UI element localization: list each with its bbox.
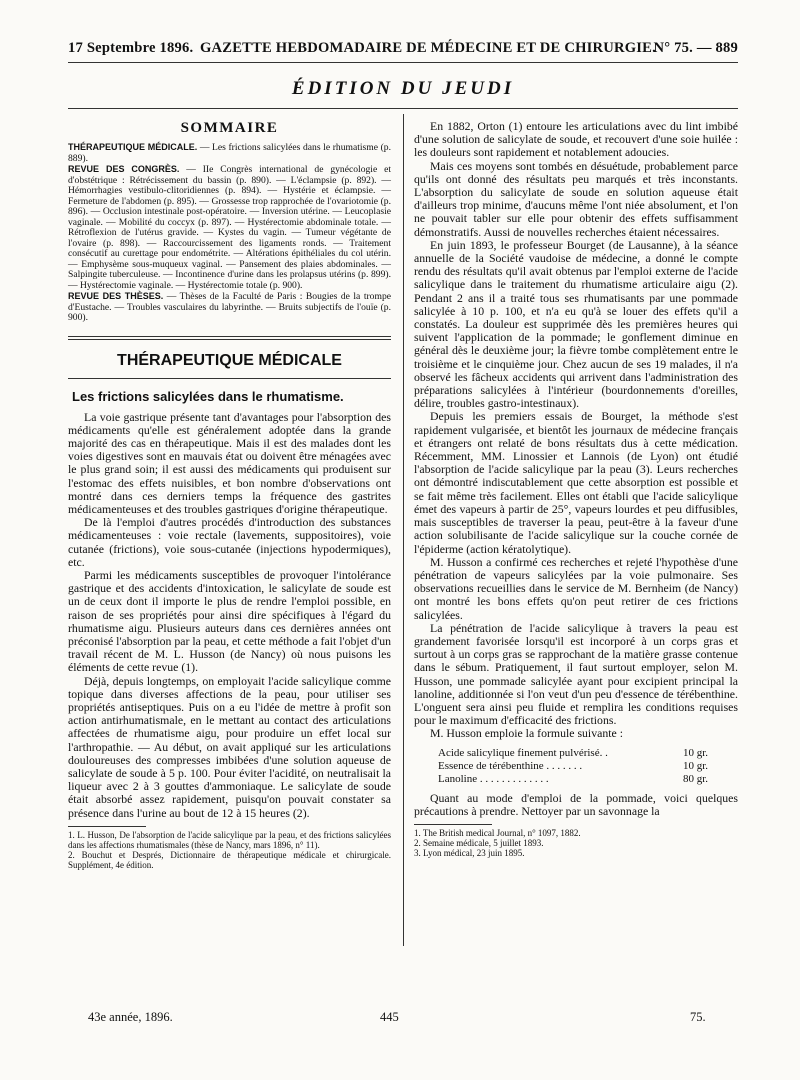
sommaire-entry: REVUE DES CONGRÈS. — IIe Congrès international de gynécologie et d'obstétrique : Rétrécissement du bassin (p. 890). — L'éclampsie (p. 892). — Hémorrhagies vestibulo-clitoridiennes (p. 894). — Hystérie et éclampsie. — Fermeture de l'abdomen (p. 895). — Grossesse trop rapprochée de l'ovariotomie (p. 896). — Occlusion intestinale post-opératoire. — Inversion utérine. — Leucoplasie vaginale. — Mobilité du coccyx (p. 897). — Hystérectomie abdominale totale. — Rétroflexion de l'utérus gravide. — Kystes du vagin. — Tumeur végétante de l'ovaire (p. 898). — Raccourcissement des ligaments ronds. — Traitement consécutif au curettage pour endométrite. — Altérations épithéliales du col utérin. — Emphysème sous-muqueux vaginal. — Pansement des plaies abdominales. — Salpingite tuberculeuse. — Incontinence d'urine dans les prolapsus utérins (p. 899). — Hystérectomie vaginale. — Hystérectomie totale (p. 900). (68, 164, 391, 291)
section-rule (68, 378, 391, 379)
footer-issue: 75. (690, 1010, 706, 1024)
sommaire-title: SOMMAIRE (180, 120, 279, 136)
body-paragraph: Mais ces moyens sont tombés en désuétude, probablement parce qu'ils ont donné des résultats peu marqués et très inconstants. L'absorption du salicylate de soude en solution aqueuse était d'ailleurs trop minime, d'aucuns même l'ont niée absolument, et l'on ne pouvait tabler sur elle pour obtenir des effets suffisamment démonstratifs. Aussi de nouvelles recherches étaient nécessaires. (414, 158, 738, 239)
body-paragraph: M. Husson emploie la formule suivante : (430, 726, 623, 741)
header-date: 17 Septembre 1896. (68, 40, 194, 56)
body-paragraph: Déjà, depuis longtemps, on employait l'acide salicylique comme topique dans diverses affections de la peau, pour utiliser ses propriétés antiseptiques. Puis on a eu l'idée de mettre à profit son action antirhumatismale, en le mettant au contact des articulations affectées de rhumatisme aigu, pour produire un effet local sur l'arthropathie. — Au début, on avait appliqué sur les articulations douloureuses des compresses imbibées d'une solution aqueuse de salicylate de soude à 5 p. 100. Pour éviter l'acidité, on neutralisait la liqueur avec 2 à 3 gouttes d'ammoniaque. Le salicylate de soude était absorbé assez rapidement, puisqu'on pouvait constater sa présence dans l'urine au bout de 12 à 15 heures (2). (68, 673, 391, 820)
formula-row: Essence de térébenthine . . . . . . . 10 gr. (438, 759, 708, 772)
footer-year: 43e année, 1896. (88, 1010, 173, 1024)
header-page-number: N° 75. — 889 (653, 40, 738, 56)
footnote: 2. Bouchut et Després, Dictionnaire de thérapeutique médicale et chirurgicale. Supplément, 4e édition. (68, 850, 391, 871)
left-column (68, 120, 391, 871)
sommaire-entry: REVUE DES THÈSES. — Thèses de la Faculté de Paris : Bougies de la trompe d'Eustache. — Troubles vasculaires du labyrinthe. — Bruits subjectifs de l'ouïe (p. 900). (68, 291, 391, 323)
footnote-rule (414, 824, 492, 825)
body-paragraph: Parmi les médicaments susceptibles de provoquer l'intolérance gastrique et des accidents d'intoxication, le salicylate de soude est un de ceux dont il importe le plus de rendre l'emploi possible, en raison de ses propriétés pour ainsi dire spécifiques à l'égard du rhumatisme aigu. Plusieurs auteurs dans ces dernières années ont préconisé l'absorption par la peau, et cette méthode a fait l'objet d'un travail récent de M. L. Husson (de Nancy) où nous puisons les éléments de cette revue (1). (68, 567, 391, 675)
body-paragraph: Depuis les premiers essais de Bourget, la méthode s'est rapidement vulgarisée, et bientôt les journaux de médecine français et étrangers ont relaté de bons résultats dus à cette médication. Récemment, MM. Linossier et Lannois (de Lyon) ont étudié l'absorption de l'acide salicylique par la peau (3). Leurs recherches ont démontré indiscutablement que cette absorption est possible et se fait même très facilement. Elles ont établi que l'acide salicylique émet des vapeurs à partir de 25°, vapeurs lourdes et peu diffusibles, mais susceptibles de traverser la peau, peut-être à la faveur d'une action solubilisante de l'acide salicylique sur la couche cornée de l'épiderme (action kératolytique). (414, 409, 738, 556)
footnote: 2. Semaine médicale, 5 juillet 1893. (414, 838, 544, 849)
article-title: Les frictions salicylées dans le rhumatisme. (72, 388, 344, 404)
header-journal-title: GAZETTE HEBDOMADAIRE DE MÉDECINE ET DE CHIRURGIE. (200, 40, 656, 56)
edition-rule (68, 108, 738, 109)
section-title: THÉRAPEUTIQUE MÉDICALE (117, 351, 342, 369)
body-paragraph: La pénétration de l'acide salicylique à travers la peau est grandement favorisée lorsqu'il est incorporé à un corps gras et surtout à un corps gras se rapprochant de la matière grasse contenue dans le sébum. Pratiquement, il faut surtout employer, selon M. Husson, une pommade salicylée ayant pour excipient principal la lanoline, additionnée si l'on veut d'un peu d'essence de térébenthine. L'onguent sera ainsi peu fluide et remplira les conditions requises pour le maximum d'efficacité des frictions. (414, 620, 738, 728)
section-double-rule (68, 336, 391, 340)
formula-row: Lanoline . . . . . . . . . . . . . 80 gr. (438, 772, 708, 785)
footnote-rule (68, 826, 146, 827)
body-paragraph: De là l'emploi d'autres procédés d'introduction des substances médicamenteuses : voie rectale (lavements, suppositoires), voie cutanée (frictions), voie sous-cutanée (injections hypodermiques), etc. (68, 515, 391, 569)
formula-row: Acide salicylique finement pulvérisé. . 10 gr. (438, 746, 708, 759)
footer-page: 445 (380, 1010, 399, 1024)
formula-table (438, 747, 738, 786)
footnote: 3. Lyon médical, 23 juin 1895. (414, 848, 525, 859)
body-paragraph: En 1882, Orton (1) entoure les articulations avec du lint imbibé d'une solution de salicylate de soude, et recouvert d'une soie huilée : les douleurs sont rapidement et notablement adoucies. (414, 119, 738, 160)
sommaire-entry: THÉRAPEUTIQUE MÉDICALE. — Les frictions salicylées dans le rhumatisme (p. 889). (68, 142, 391, 164)
body-paragraph: En juin 1893, le professeur Bourget (de Lausanne), à la séance annuelle de la Société vaudoise de médecine, a donné le compte rendu des résultats qu'il avait obtenus par l'emploi externe de l'acide salicylique dans le traitement du rhumatisme articulaire aigu (2). Pendant 2 ans il a traité tous ses rhumatisants par une pommade salicylée à 10 p. 100, et n'a eu qu'à se louer des effets qu'il a constatés. La douleur est supprimée dès les premières heures qui suivent l'application de la pommade; le gonflement diminue en général dès le deuxième jour; la fièvre tombe complètement entre le troisième et le cinquième jour. Chez aucun de ses 19 malades, il n'a observé les fâcheux accidents qui arrivent dans l'administration des préparations salicylées à l'intérieur (bourdonnements d'oreilles, délire, troubles gastro-intestinaux). (414, 237, 738, 411)
header-rule (68, 62, 738, 63)
right-column (414, 120, 738, 859)
footnote: 1. The British medical Journal, n° 1097, 1882. (414, 827, 581, 838)
body-paragraph: La voie gastrique présente tant d'avantages pour l'absorption des médicaments qu'elle est généralement adoptée dans la grande majorité des cas en thérapeutique. Mais il est des malades dont les voies digestives sont en mauvais état ou doivent être ménagées avec le plus grand soin; il est aussi des médicaments qui produisent sur l'estomac des effets nuisibles, et bon nombre d'observations ont montré dans ces derniers temps la fréquence des gastrites médicamenteuses et des troubles gastriques d'origine thérapeutique. (68, 409, 391, 516)
column-divider (403, 114, 404, 946)
body-paragraph: Quant au mode d'emploi de la pommade, voici quelques précautions à prendre. Nettoyer par un savonnage la (414, 790, 738, 818)
sommaire-list (68, 142, 391, 324)
edition-title: ÉDITION DU JEUDI (291, 78, 515, 99)
body-paragraph: M. Husson a confirmé ces recherches et rejeté l'hypothèse d'une pénétration de vapeurs salicylées par la voie pulmonaire. Ses observations recueillies dans le service de M. Bernheim (de Nancy) ont montré les bons effets qu'on peut retirer de ces frictions salicylées. (414, 554, 738, 622)
footnote: 1. L. Husson, De l'absorption de l'acide salicylique par la peau, et des frictions salicylées dans les affections rhumatismales (thèse de Nancy, mars 1896, n° 11). (68, 829, 391, 850)
